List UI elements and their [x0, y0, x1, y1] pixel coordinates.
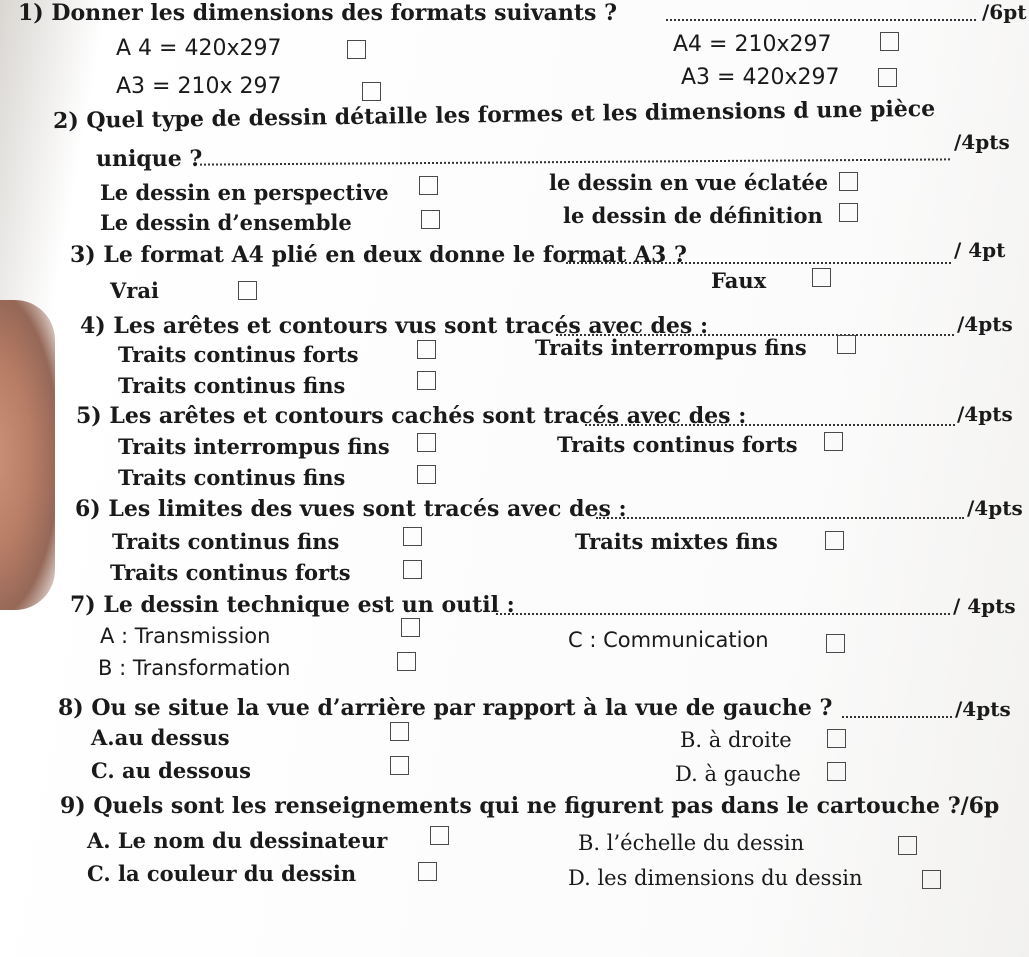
option-definition: le dessin de définition: [563, 203, 823, 228]
option-transformation: B : Transformation: [98, 656, 291, 680]
option-a4-420: A 4 = 420x297: [116, 36, 282, 61]
answer-dots: [666, 19, 976, 21]
option-a-droite: B. à droite: [680, 728, 792, 752]
option-vue-eclatee: le dessin en vue éclatée: [549, 170, 829, 195]
points-q8: /4pts: [955, 697, 1011, 721]
checkbox-continus-fins[interactable]: [417, 465, 436, 484]
checkbox-interrompus-fins[interactable]: [417, 433, 436, 452]
option-au-dessus: A.au dessus: [91, 725, 230, 750]
option-ensemble: Le dessin d’ensemble: [100, 210, 352, 235]
checkbox-a3-210[interactable]: [362, 82, 381, 101]
checkbox-vrai[interactable]: [238, 281, 257, 300]
checkbox-transformation[interactable]: [397, 652, 416, 671]
points-q1: /6pt: [982, 0, 1027, 24]
points-q2: /4pts: [954, 130, 1010, 154]
checkbox-continus-forts[interactable]: [824, 432, 843, 451]
question-5: 5) Les arêtes et contours cachés sont tracés avec des :: [76, 403, 747, 429]
option-continus-forts: Traits continus forts: [118, 342, 359, 367]
points-q4: /4pts: [957, 312, 1013, 336]
checkbox-continus-fins[interactable]: [403, 527, 422, 546]
checkbox-continus-forts[interactable]: [403, 560, 422, 579]
option-mixtes-fins: Traits mixtes fins: [575, 529, 778, 554]
answer-dots: [842, 716, 952, 718]
checkbox-continus-fins[interactable]: [417, 371, 436, 390]
checkbox-nom-dessinateur[interactable]: [430, 826, 449, 845]
points-q6: /4pts: [967, 496, 1023, 520]
question-1: 1) Donner les dimensions des formats suivants ?: [18, 0, 617, 26]
checkbox-interrompus-fins[interactable]: [837, 335, 856, 354]
checkbox-a-gauche[interactable]: [827, 762, 846, 781]
checkbox-au-dessus[interactable]: [390, 722, 409, 741]
checkbox-communication[interactable]: [826, 634, 845, 653]
checkbox-dimensions-dessin[interactable]: [922, 870, 941, 889]
option-couleur-dessin: C. la couleur du dessin: [87, 861, 357, 886]
question-8: 8) Ou se situe la vue d’arrière par rapport à la vue de gauche ?: [58, 695, 833, 721]
checkbox-a-droite[interactable]: [827, 729, 846, 748]
option-continus-forts: Traits continus forts: [110, 560, 351, 585]
option-faux: Faux: [711, 268, 767, 293]
question-2-cont: unique ?: [96, 146, 203, 172]
checkbox-perspective[interactable]: [419, 176, 438, 195]
checkbox-continus-forts[interactable]: [417, 340, 436, 359]
checkbox-faux[interactable]: [812, 268, 831, 287]
checkbox-a3-420[interactable]: [878, 68, 897, 87]
option-continus-fins: Traits continus fins: [118, 373, 346, 398]
option-continus-fins: Traits continus fins: [112, 529, 340, 554]
checkbox-echelle-dessin[interactable]: [898, 836, 917, 855]
option-dimensions-dessin: D. les dimensions du dessin: [568, 866, 863, 890]
answer-dots: [200, 158, 950, 165]
answer-dots: [596, 517, 964, 519]
checkbox-transmission[interactable]: [401, 618, 420, 637]
question-9: 9) Quels sont les renseignements qui ne figurent pas dans le cartouche ?/6p: [60, 793, 1000, 819]
question-2: 2) Quel type de dessin détaille les formes et les dimensions d une pièce: [52, 95, 936, 135]
question-6: 6) Les limites des vues sont tracés avec des :: [75, 496, 627, 522]
checkbox-au-dessous[interactable]: [390, 756, 409, 775]
option-nom-dessinateur: A. Le nom du dessinateur: [87, 828, 388, 853]
question-4: 4) Les arêtes et contours vus sont tracés avec des :: [80, 313, 709, 339]
checkbox-couleur-dessin[interactable]: [418, 862, 437, 881]
option-vrai: Vrai: [110, 278, 159, 303]
option-perspective: Le dessin en perspective: [100, 180, 389, 205]
option-interrompus-fins: Traits interrompus fins: [118, 434, 390, 459]
thumb-in-photo: [0, 300, 55, 610]
points-q7: / 4pts: [953, 594, 1016, 618]
checkbox-ensemble[interactable]: [421, 210, 440, 229]
option-continus-forts: Traits continus forts: [557, 432, 798, 457]
checkbox-a4-420[interactable]: [347, 40, 366, 59]
option-communication: C : Communication: [568, 628, 769, 652]
option-a3-210: A3 = 210x 297: [116, 74, 282, 99]
answer-dots: [496, 613, 950, 615]
option-transmission: A : Transmission: [100, 624, 271, 648]
question-7: 7) Le dessin technique est un outil :: [70, 592, 515, 618]
checkbox-vue-eclatee[interactable]: [839, 172, 858, 191]
answer-dots: [585, 424, 955, 426]
option-interrompus-fins: Traits interrompus fins: [535, 335, 807, 360]
option-continus-fins: Traits continus fins: [118, 465, 346, 490]
checkbox-mixtes-fins[interactable]: [825, 531, 844, 550]
option-au-dessous: C. au dessous: [91, 758, 251, 783]
checkbox-definition[interactable]: [839, 203, 858, 222]
option-a-gauche: D. à gauche: [675, 762, 801, 786]
points-q5: /4pts: [957, 402, 1013, 426]
option-echelle-dessin: B. l’échelle du dessin: [578, 831, 805, 855]
question-3: 3) Le format A4 plié en deux donne le format A3 ?: [70, 242, 687, 268]
answer-dots: [566, 262, 951, 264]
option-a4-210: A4 = 210x297: [673, 32, 832, 57]
points-q3: / 4pt: [954, 238, 1006, 262]
option-a3-420: A3 = 420x297: [681, 65, 840, 90]
checkbox-a4-210[interactable]: [880, 32, 899, 51]
